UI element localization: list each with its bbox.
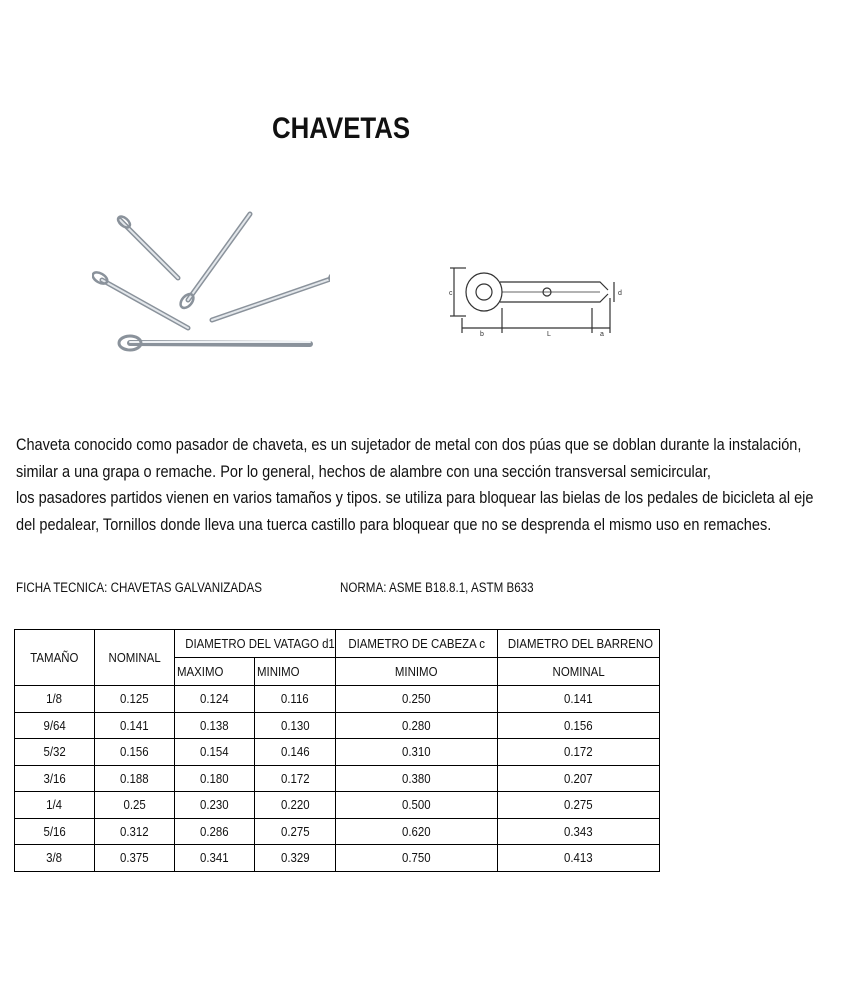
description-line: del pedalear, Tornillos donde lleva una tuerca castillo para bloquear que no se desprenda el mismo uso en remaches.: [16, 515, 772, 534]
cell-tamano: 1/8: [15, 686, 95, 713]
cell-cabeza: 0.280: [336, 712, 498, 739]
page-title: CHAVETAS: [272, 112, 411, 145]
drawing-label-l: L: [547, 331, 551, 338]
cell-nominal: 0.312: [95, 818, 175, 845]
header-barreno-nominal: NOMINAL: [498, 658, 660, 686]
cell-cabeza: 0.500: [336, 792, 498, 819]
cell-maximo: 0.230: [175, 792, 255, 819]
cell-maximo: 0.138: [175, 712, 255, 739]
cell-cabeza: 0.380: [336, 765, 498, 792]
table-row: [15, 712, 660, 739]
cell-barreno: 0.275: [498, 792, 660, 819]
cell-minimo: 0.116: [255, 686, 336, 713]
header-nominal: NOMINAL: [95, 630, 175, 686]
cell-barreno: 0.172: [498, 739, 660, 766]
cell-maximo: 0.341: [175, 845, 255, 872]
table-row: [15, 818, 660, 845]
cell-minimo: 0.329: [255, 845, 336, 872]
cell-minimo: 0.172: [255, 765, 336, 792]
cell-tamano: 1/4: [15, 792, 95, 819]
cell-tamano: 9/64: [15, 712, 95, 739]
table-row: [15, 845, 660, 872]
cell-nominal: 0.188: [95, 765, 175, 792]
cell-minimo: 0.220: [255, 792, 336, 819]
cell-minimo: 0.146: [255, 739, 336, 766]
ficha-tecnica-label: FICHA TECNICA: CHAVETAS GALVANIZADAS: [16, 580, 263, 595]
spec-table: [14, 629, 660, 872]
cell-tamano: 5/32: [15, 739, 95, 766]
cotter-pin-dimension-drawing: [432, 178, 654, 348]
cell-minimo: 0.275: [255, 818, 336, 845]
description-line: Chaveta conocido como pasador de chaveta, es un sujetador de metal con dos púas que se doblan durante la instalación,: [16, 436, 802, 454]
cell-tamano: 3/16: [15, 765, 95, 792]
cell-maximo: 0.154: [175, 739, 255, 766]
cell-cabeza: 0.250: [336, 686, 498, 713]
cell-barreno: 0.156: [498, 712, 660, 739]
header-maximo: MAXIMO: [175, 658, 255, 686]
header-cabeza-minimo: MINIMO: [336, 658, 498, 686]
description-line: similar a una grapa o remache. Por lo general, hechos de alambre con una sección transversal semicircular,: [16, 462, 711, 481]
drawing-label-c: c: [449, 290, 453, 297]
norma-label: NORMA: ASME B18.8.1, ASTM B633: [340, 580, 534, 595]
table-row: [15, 739, 660, 766]
cell-cabeza: 0.310: [336, 739, 498, 766]
header-diametro-vatago: DIAMETRO DEL VATAGO d1: [175, 630, 336, 658]
cell-barreno: 0.141: [498, 686, 660, 713]
cell-cabeza: 0.620: [336, 818, 498, 845]
cotter-pins-photo: [92, 200, 330, 368]
drawing-label-b: b: [480, 331, 484, 338]
table-row: [15, 792, 660, 819]
cell-maximo: 0.180: [175, 765, 255, 792]
table-row: [15, 686, 660, 713]
description-paragraph: [16, 432, 814, 538]
cell-tamano: 5/16: [15, 818, 95, 845]
cell-barreno: 0.343: [498, 818, 660, 845]
drawing-label-a: a: [600, 331, 604, 338]
table-header-row: [15, 630, 660, 658]
cell-nominal: 0.375: [95, 845, 175, 872]
cell-cabeza: 0.750: [336, 845, 498, 872]
description-line: los pasadores partidos vienen en varios tamaños y tipos. se utiliza para bloquear las bielas de los pedales de bicicleta al eje: [16, 489, 814, 507]
cell-maximo: 0.286: [175, 818, 255, 845]
table-row: [15, 765, 660, 792]
cell-nominal: 0.156: [95, 739, 175, 766]
cell-maximo: 0.124: [175, 686, 255, 713]
header-tamano: TAMAÑO: [15, 630, 95, 686]
cell-barreno: 0.413: [498, 845, 660, 872]
cell-minimo: 0.130: [255, 712, 336, 739]
cell-nominal: 0.141: [95, 712, 175, 739]
header-diametro-cabeza: DIAMETRO DE CABEZA c: [336, 630, 498, 658]
cell-barreno: 0.207: [498, 765, 660, 792]
header-minimo: MINIMO: [255, 658, 336, 686]
cell-tamano: 3/8: [15, 845, 95, 872]
drawing-label-d: d: [618, 290, 622, 297]
cell-nominal: 0.25: [95, 792, 175, 819]
cell-nominal: 0.125: [95, 686, 175, 713]
header-diametro-barreno: DIAMETRO DEL BARRENO: [498, 630, 660, 658]
